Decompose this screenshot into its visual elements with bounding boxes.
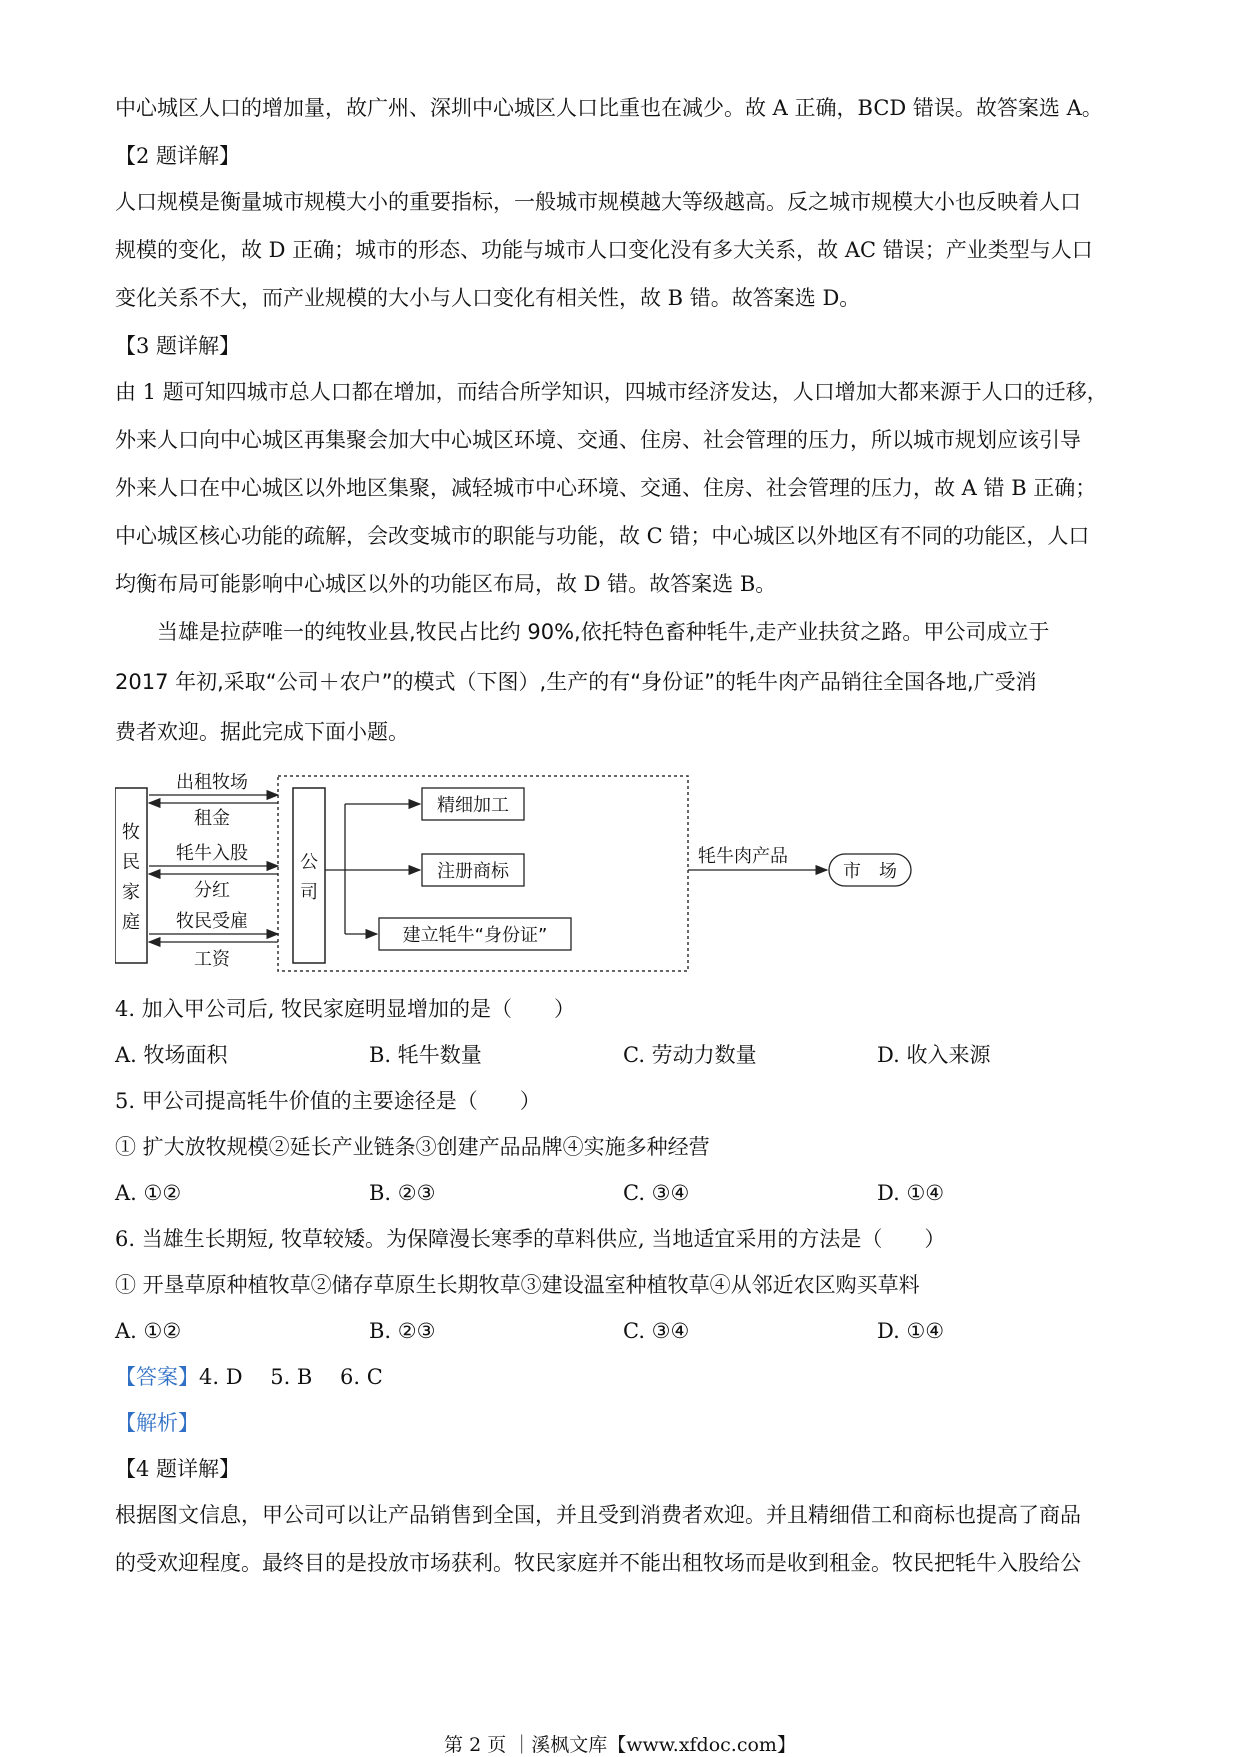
option-a: A. 牧场面积 <box>115 1043 228 1067</box>
market-svg <box>815 758 1135 983</box>
company-char: 公 <box>300 852 318 873</box>
family-char: 民 <box>122 852 140 873</box>
text-line: 人口规模是衡量城市规模大小的重要指标，一般城市规模越大等级越高。反之城市规模大小也反映着人口 <box>115 190 1081 214</box>
option-d: D. ①④ <box>877 1319 945 1343</box>
answer-line <box>115 1365 1135 1411</box>
option-c: C. ③④ <box>623 1319 690 1343</box>
family-char: 牧 <box>122 822 140 843</box>
text-line: 根据图文信息，甲公司可以让产品销售到全国，并且受到消费者欢迎。并且精细借工和商标也提高了商品 <box>115 1503 1081 1527</box>
question-options <box>115 1043 1135 1089</box>
analysis-label: 【解析】 <box>115 1411 199 1435</box>
question-items: ① 扩大放牧规模②延长产业链条③创建产品品牌④实施多种经营 <box>115 1135 710 1159</box>
option-a: A. ①② <box>115 1181 182 1205</box>
arrow-label: 租金 <box>194 808 230 829</box>
text-line: 均衡布局可能影响中心城区以外的功能区布局，故 D 错。故答案选 B。 <box>115 572 777 596</box>
company-char: 司 <box>300 882 318 903</box>
option-b: B. ②③ <box>369 1181 436 1205</box>
company-farmer-model-diagram <box>115 758 1135 983</box>
material-text-line: 2017 年初,采取“公司＋农户”的模式（下图）,生产的有“身份证”的牦牛肉产品销往全国各地,广受消 <box>115 670 1037 694</box>
text-line: 规模的变化，故 D 正确；城市的形态、功能与城市人口变化没有多大关系，故 AC 错误；产业类型与人口 <box>115 238 1093 262</box>
section-heading: 【4 题详解】 <box>115 1457 241 1481</box>
family-char: 庭 <box>122 912 140 933</box>
question-options <box>115 1319 1135 1365</box>
arrow-label: 工资 <box>194 949 230 970</box>
text-line: 中心城区人口的增加量，故广州、深圳中心城区人口比重也在减少。故 A 正确，BCD 错误。故答案选 A。 <box>115 96 1103 120</box>
arrow-label: 分红 <box>194 880 230 901</box>
option-b: B. ②③ <box>369 1319 436 1343</box>
page-footer: 第 2 页 ｜溪枫文库【www.xfdoc.com】 <box>444 1734 796 1756</box>
company-box <box>293 788 325 963</box>
section-heading: 【3 题详解】 <box>115 334 241 358</box>
question-stem: 4. 加入甲公司后, 牧民家庭明显增加的是（ ） <box>115 997 576 1021</box>
option-c: C. ③④ <box>623 1181 690 1205</box>
answer-text: 4. D 5. B 6. C <box>199 1365 383 1389</box>
family-box <box>115 788 147 963</box>
arrow-label: 出租牧场 <box>176 772 248 793</box>
arrow-label: 牧民受雇 <box>176 911 248 932</box>
process-box-label: 精细加工 <box>437 795 509 816</box>
text-line: 中心城区核心功能的疏解，会改变城市的职能与功能，故 C 错；中心城区以外地区有不同的功能区，人口 <box>115 524 1090 548</box>
text-line: 外来人口在中心城区以外地区集聚，减轻城市中心环境、交通、住房、社会管理的压力，故 A 错 B 正确； <box>115 476 1097 500</box>
market-label: 市 场 <box>843 861 897 882</box>
question-stem: 6. 当雄生长期短, 牧草较矮。为保障漫长寒季的草料供应, 当地适宜采用的方法是（ ） <box>115 1227 946 1251</box>
option-a: A. ①② <box>115 1319 182 1343</box>
option-d: D. ①④ <box>877 1181 945 1205</box>
text-line: 外来人口向中心城区再集聚会加大中心城区环境、交通、住房、社会管理的压力，所以城市规划应该引导 <box>115 428 1081 452</box>
material-text-line: 当雄是拉萨唯一的纯牧业县,牧民占比约 90%,依托特色畜种牦牛,走产业扶贫之路。甲公司成立于 <box>157 620 1050 644</box>
option-c: C. 劳动力数量 <box>623 1043 757 1067</box>
question-options <box>115 1181 1135 1227</box>
text-line: 变化关系不大，而产业规模的大小与人口变化有相关性，故 B 错。故答案选 D。 <box>115 286 861 310</box>
product-label: 牦牛肉产品 <box>698 846 788 867</box>
option-b: B. 牦牛数量 <box>369 1043 482 1067</box>
text-line: 的受欢迎程度。最终目的是投放市场获利。牧民家庭并不能出租牧场而是收到租金。牧民把牦牛入股给公 <box>115 1551 1081 1575</box>
section-heading: 【2 题详解】 <box>115 144 241 168</box>
process-box-label: 注册商标 <box>437 861 509 882</box>
material-text-line: 费者欢迎。据此完成下面小题。 <box>115 720 409 744</box>
page-content <box>115 96 1135 1599</box>
question-items: ① 开垦草原种植牧草②储存草原生长期牧草③建设温室种植牧草④从邻近农区购买草料 <box>115 1273 920 1297</box>
family-char: 家 <box>122 882 140 903</box>
option-d: D. 收入来源 <box>877 1043 991 1067</box>
diagram-svg <box>115 758 815 983</box>
arrow-label: 牦牛入股 <box>176 843 248 864</box>
process-box-label: 建立牦牛“身份证” <box>402 925 548 946</box>
answer-label: 【答案】 <box>115 1365 199 1389</box>
question-stem: 5. 甲公司提高牦牛价值的主要途径是（ ） <box>115 1089 541 1113</box>
text-line: 由 1 题可知四城市总人口都在增加，而结合所学知识，四城市经济发达，人口增加大都来源于人口的迁移， <box>115 380 1108 404</box>
